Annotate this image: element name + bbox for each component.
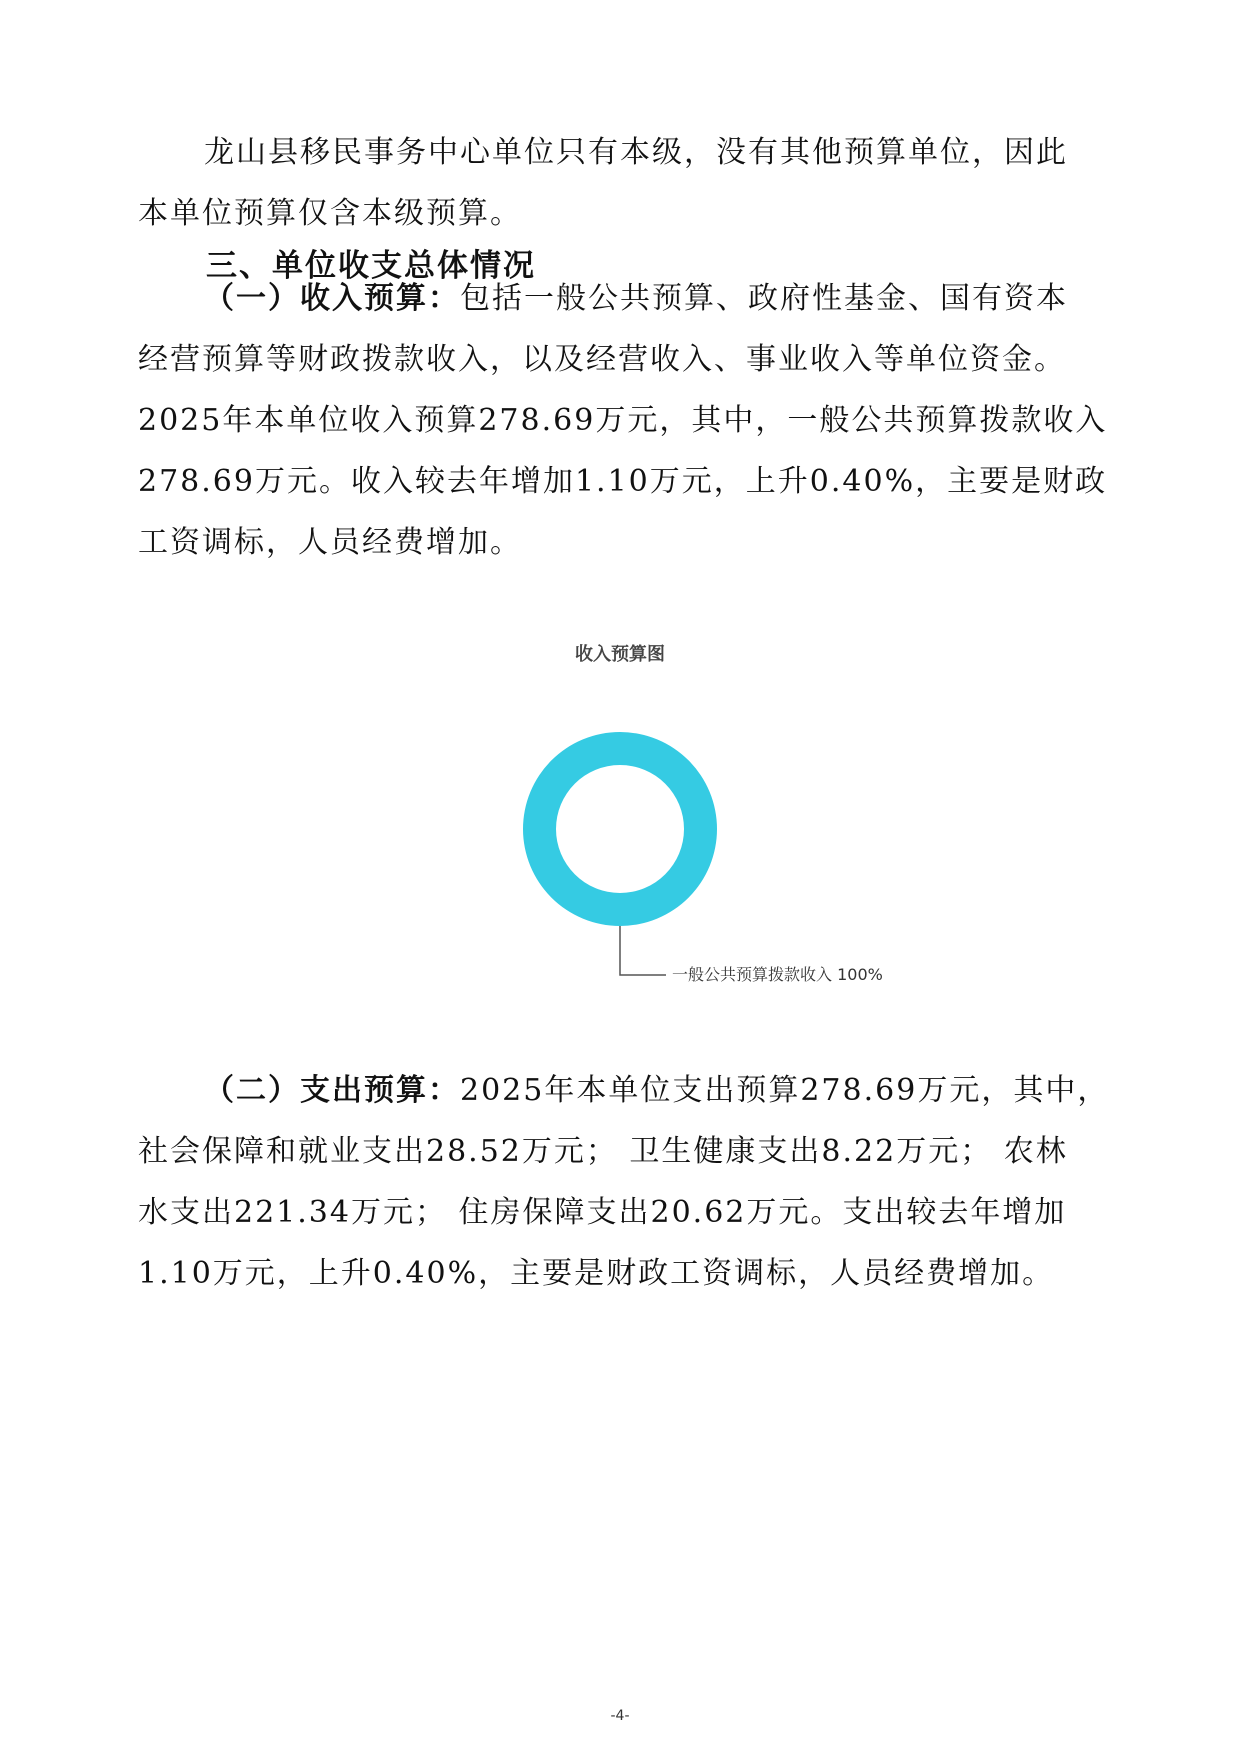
expense-line-2: 社会保障和就业支出28.52万元； 卫生健康支出8.22万元； 农林 [138,1134,1068,1169]
intro-line-1: 龙山县移民事务中心单位只有本级，没有其他预算单位，因此 [204,135,1068,170]
section-heading: 三、单位收支总体情况 [206,248,536,284]
slice-leader-line [620,926,666,975]
expense-label: （二）支出预算： [204,1073,460,1108]
income-line-5: 工资调标，人员经费增加。 [138,525,522,560]
page-number: -4- [610,1708,630,1724]
income-line-2: 经营预算等财政拨款收入，以及经营收入、事业收入等单位资金。 [138,342,1066,377]
income-line-3: 2025年本单位收入预算278.69万元，其中，一般公共预算拨款收入 [138,403,1108,438]
donut-slice-0 [523,732,717,926]
expense-line-4: 1.10万元，上升0.40%，主要是财政工资调标，人员经费增加。 [138,1256,1055,1291]
intro-line-2: 本单位预算仅含本级预算。 [138,196,522,231]
expense-line-1-text: 2025年本单位支出预算278.69万元，其中， [460,1073,1110,1108]
slice-label: 一般公共预算拨款收入 100% [672,965,883,984]
expense-line-1 [138,1060,1110,1121]
expense-paragraph [138,1060,1110,1304]
income-line-4: 278.69万元。收入较去年增加1.10万元，上升0.40%，主要是财政 [138,464,1108,499]
income-label: （一）收入预算： [204,281,460,316]
chart-title: 收入预算图 [575,644,665,665]
income-line-1-text: 包括一般公共预算、政府性基金、国有资本 [460,281,1068,316]
expense-line-3: 水支出221.34万元； 住房保障支出20.62万元。支出较去年增加 [138,1195,1067,1230]
